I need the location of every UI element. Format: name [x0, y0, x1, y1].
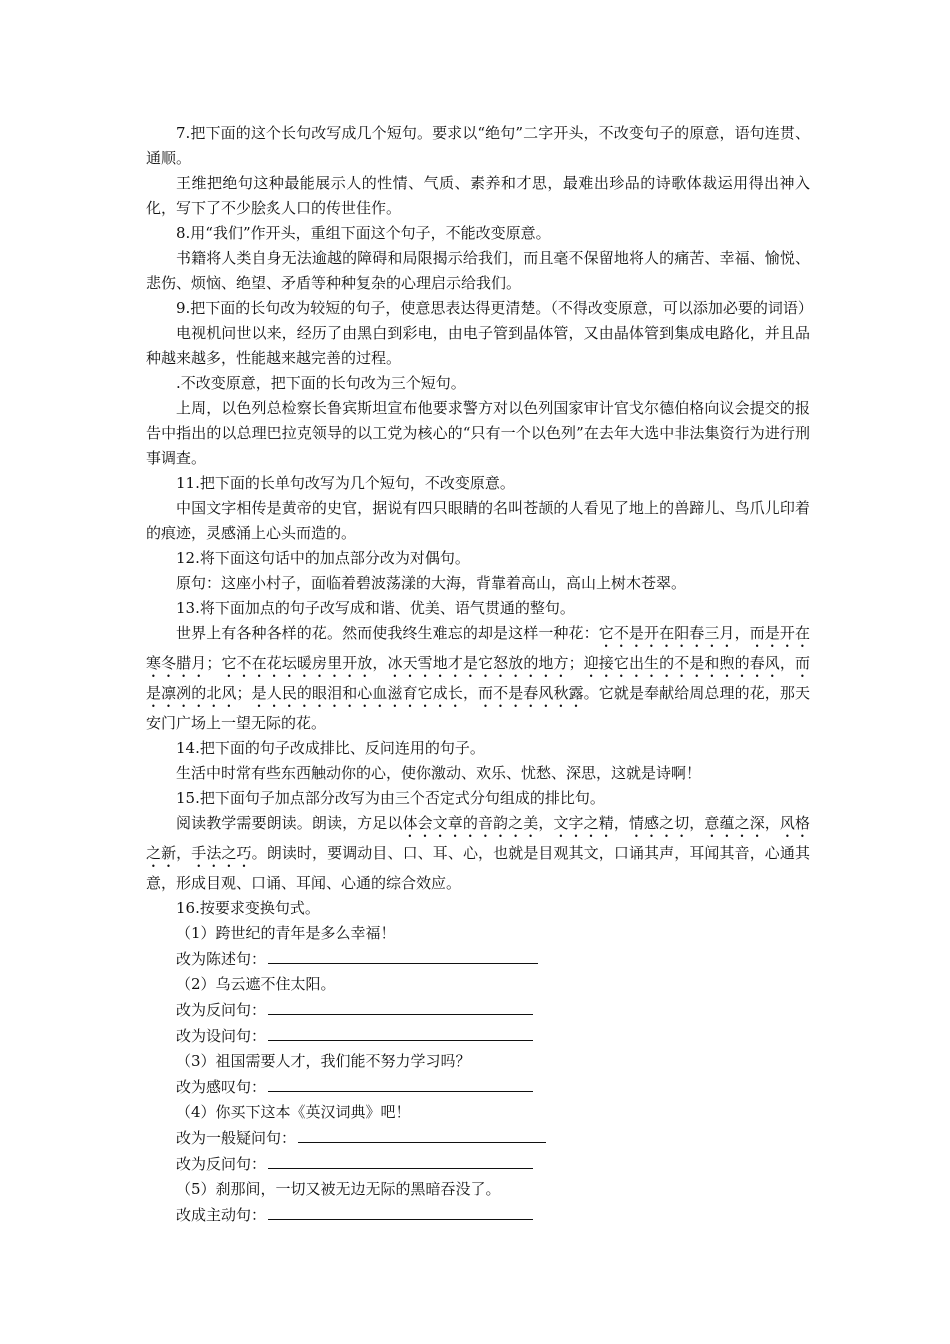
q15-dotted-text: 体会文章的音韵之美，文字之精，情感之切，意蕴之深，风格之新，手法之巧 [146, 814, 810, 862]
answer-blank[interactable] [268, 997, 533, 1015]
q16-item-2-sentence: （2）乌云遮不住太阳。 [176, 975, 336, 993]
answer-label: 改成主动句： [176, 1206, 267, 1224]
q7-text: 王维把绝句这种最能展示人的性情、气质、素养和才思，最难出珍品的诗歌体裁运用得出神入化，写下了不少脍炙人口的传世佳作。 [146, 174, 810, 217]
q15-text [146, 811, 810, 896]
answer-blank[interactable] [268, 1151, 533, 1169]
exercise-content [146, 121, 813, 1228]
q16-item-4-answer-1 [146, 1125, 810, 1151]
q13-text-a: 世界上有各种各样的花。然而使我终生难忘的却是这样一种花： [176, 624, 599, 642]
q16-item-2-answer-1 [146, 997, 810, 1023]
answer-label: 改为反问句： [176, 1001, 267, 1019]
q7-prompt: 7.把下面的这个长句改写成几个短句。要求以“绝句”二字开头，不改变句子的原意，语句连贯、通顺。 [146, 124, 810, 167]
q15-prompt: 15.把下面句子加点部分改写为由三个否定式分句组成的排比句。 [176, 789, 605, 807]
answer-blank[interactable] [298, 1125, 546, 1143]
q9-prompt: 9.把下面的长句改为较短的句子，使意思表达得更清楚。（不得改变原意，可以添加必要的词语） [176, 299, 813, 317]
q11-text: 中国文字相传是黄帝的史官，据说有四只眼睛的名叫苍颉的人看见了地上的兽蹄儿、鸟爪儿印着的痕迹，灵感涌上心头而造的。 [146, 499, 810, 542]
q11-prompt: 11.把下面的长单句改写为几个短句，不改变原意。 [176, 474, 515, 492]
q16-item-5-sentence: （5）刹那间，一切又被无边无际的黑暗吞没了。 [176, 1180, 501, 1198]
q10-prompt: .不改变原意，把下面的长句改为三个短句。 [176, 374, 466, 392]
answer-blank[interactable] [268, 1023, 533, 1041]
answer-label: 改为陈述句： [176, 950, 267, 968]
q9-text: 电视机问世以来，经历了由黑白到彩电，由电子管到晶体管，又由晶体管到集成电路化，并且品种越来越多，性能越来越完善的过程。 [146, 324, 810, 367]
answer-label: 改为设问句： [176, 1027, 267, 1045]
q8-prompt: 8.用“我们”作开头，重组下面这个句子，不能改变原意。 [176, 224, 551, 242]
q12-prompt: 12.将下面这句话中的加点部分改为对偶句。 [176, 549, 470, 567]
q10-text: 上周，以色列总检察长鲁宾斯坦宣布他要求警方对以色列国家审计官戈尔德伯格向议会提交的报告中指出的以总理巴拉克领导的以工党为核心的“只有一个以色列”在去年大选中非法集资行为进行刑事调查。 [146, 399, 810, 467]
answer-label: 改为一般疑问句： [176, 1129, 297, 1147]
q16-item-3-answer-1 [146, 1074, 810, 1100]
q16-item-1-answer-1 [146, 946, 810, 972]
q14-prompt: 14.把下面的句子改成排比、反问连用的句子。 [176, 739, 485, 757]
q16-item-5-answer-1 [146, 1202, 810, 1228]
q14-text: 生活中时常有些东西触动你的心，使你激动、欢乐、忧愁、深思，这就是诗啊！ [176, 764, 702, 782]
q15-text-b: 。朗读时，要调动目、口、耳、心，也就是目观其文，口诵其声，耳闻其音，心通其意，形成目观、口诵、耳闻、心通的综合效应。 [146, 844, 810, 892]
answer-label: 改为反问句： [176, 1155, 267, 1173]
q16-item-2-answer-2 [146, 1023, 810, 1049]
answer-blank[interactable] [268, 1202, 533, 1220]
answer-blank[interactable] [268, 946, 538, 964]
q16-item-1-sentence: （1）跨世纪的青年是多么幸福！ [176, 924, 396, 942]
q13-dotted-text: 它不是开在阳春三月，而是开在寒冬腊月；它不在花坛暖房里开放，冰天雪地才是它怒放的地方；迎接它出生的不是和煦的春风，而是凛冽的北风；是人民的眼泪和心血滋育它成长，而不是春风秋露。 [146, 624, 810, 702]
q16-item-4-answer-2 [146, 1151, 810, 1177]
q16-item-3-sentence: （3）祖国需要人才，我们能不努力学习吗？ [176, 1052, 471, 1070]
q13-text [146, 621, 810, 736]
q13-prompt: 13.将下面加点的句子改写成和谐、优美、语气贯通的整句。 [176, 599, 575, 617]
q16-prompt: 16.按要求变换句式。 [176, 899, 320, 917]
q15-text-a: 阅读教学需要朗读。朗读，方足以 [176, 814, 403, 832]
q12-text: 原句：这座小村子，面临着碧波荡漾的大海，背靠着高山，高山上树木苍翠。 [176, 574, 687, 592]
q13-text-b: 它就是奉献给周总理的花，那天安门广场上一望无际的花。 [146, 684, 810, 732]
q16-item-4-sentence: （4）你买下这本《英汉词典》吧！ [176, 1103, 411, 1121]
q8-text: 书籍将人类自身无法逾越的障碍和局限揭示给我们，而且毫不保留地将人的痛苦、幸福、愉悦、悲伤、烦恼、绝望、矛盾等种种复杂的心理启示给我们。 [146, 249, 810, 292]
answer-blank[interactable] [268, 1074, 533, 1092]
answer-label: 改为感叹句： [176, 1078, 267, 1096]
